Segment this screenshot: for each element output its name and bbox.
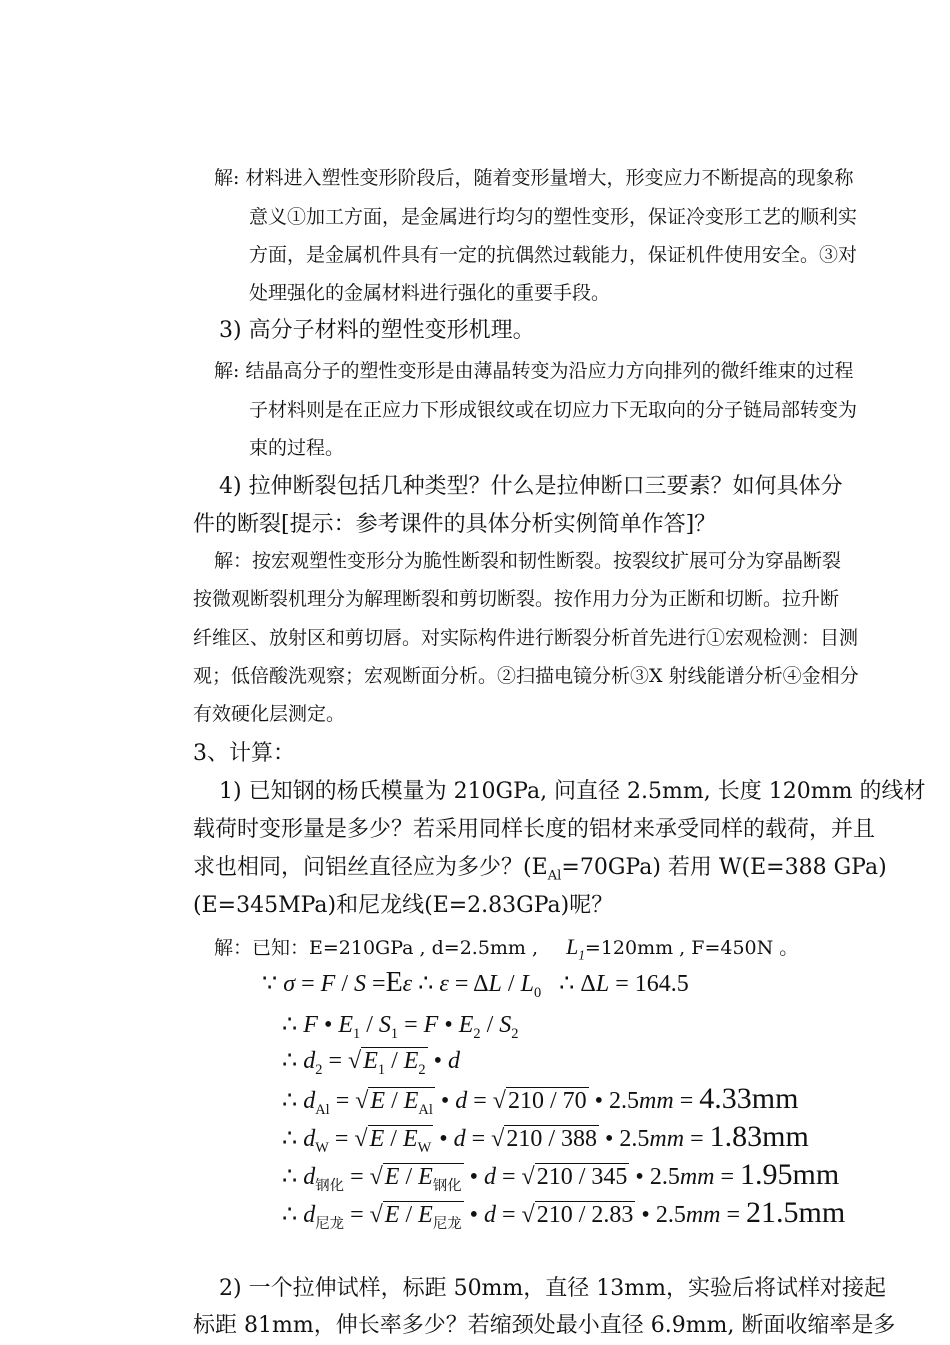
equation-3: ∴ $d_2 = √E_1 / E_2$ • d xyxy=(282,1048,461,1078)
answer-text: 处理强化的金属材料进行强化的重要手段。 xyxy=(249,282,611,304)
solution-given: 解：已知：E=210GPa , d=2.5mm , $L_1=120mm$ , F=450N 。 xyxy=(214,934,799,963)
equation-nl: ∴ $d_{尼龙} = √E / E_{尼龙}$ • d = √210 / 2.83 • 2.5mm = 21.5mm xyxy=(282,1196,846,1232)
calc-question-2-cont: 标距 81mm，伸长率多少？若缩颈处最小直径 6.9mm, 断面收缩率是多 xyxy=(193,1313,896,1338)
answer-text: 束的过程。 xyxy=(249,437,345,459)
answer-text: 按微观断裂机理分为解理断裂和剪切断裂。按作用力分为正断和切断。拉升断 xyxy=(193,588,840,610)
answer-text: 方面，是金属机件具有一定的抗偶然过载能力，保证机件使用安全。③对 xyxy=(249,244,858,266)
equation-al: ∴ $d_{Al} = √E / E_{Al}$ • d = √210 / 70 • 2.5mm = 4.33mm xyxy=(282,1082,799,1118)
section-heading: 3、计算： xyxy=(193,741,295,766)
calc-question-1-cont: (E=345MPa)和尼龙线(E=2.83GPa)呢？ xyxy=(193,893,614,918)
question-4-cont: 件的断裂[提示：参考课件的具体分析实例简单作答]？ xyxy=(193,512,717,537)
answer-text: 解: 结晶高分子的塑性变形是由薄晶转变为沿应力方向排列的微纤维束的过程 xyxy=(214,360,854,382)
question-4: 4) 拉伸断裂包括几种类型？什么是拉伸断口三要素？如何具体分 xyxy=(219,474,843,499)
answer-text: 解: 材料进入塑性变形阶段后，随着变形量增大，形变应力不断提高的现象称 xyxy=(214,167,854,189)
answer-text: 观；低倍酸洗观察；宏观断面分析。②扫描电镜分析③X 射线能谱分析④金相分 xyxy=(193,665,859,687)
equation-gh: ∴ $d_{钢化} = √E / E_{钢化}$ • d = √210 / 345 • 2.5mm = 1.95mm xyxy=(282,1158,840,1194)
answer-text: 子材料则是在正应力下形成银纹或在切应力下无取向的分子链局部转变为 xyxy=(249,399,858,421)
calc-question-1-cont: 载荷时变形量是多少？若采用同样长度的铝材来承受同样的载荷，并且 xyxy=(193,817,876,842)
calc-question-2: 2) 一个拉伸试样，标距 50mm，直径 13mm，实验后将试样对接起 xyxy=(219,1276,886,1301)
answer-text: 纤维区、放射区和剪切唇。对实际构件进行断裂分析首先进行①宏观检测：目测 xyxy=(193,627,859,649)
equation-w: ∴ $d_W = √E / E_W$ • d = √210 / 388 • 2.5mm = 1.83mm xyxy=(282,1120,809,1156)
calc-question-1-cont: 求也相同，问铝丝直径应为多少？$(E_{Al}=70GPa)$ 若用 W(E=388 GPa) xyxy=(193,855,887,884)
answer-text: 意义①加工方面，是金属进行均匀的塑性变形，保证冷变形工艺的顺利实 xyxy=(249,206,858,228)
calc-question-1: 1) 已知钢的杨氏模量为 210GPa, 问直径 2.5mm, 长度 120mm 的线材 xyxy=(219,779,926,804)
question-3: 3) 高分子材料的塑性变形机理。 xyxy=(219,318,535,343)
equation-1: ∵ σ = F / S =Eε ∴ $\varepsilon = \Delta L / L_0$ ∴ ΔL = 164.5 xyxy=(262,967,689,1001)
answer-text: 有效硬化层测定。 xyxy=(193,703,346,725)
answer-text: 解：按宏观塑性变形分为脆性断裂和韧性断裂。按裂纹扩展可分为穿晶断裂 xyxy=(214,550,842,572)
equation-2: ∴ F • $E_1 / S_1 = F$ • $E_2 / S_2$ xyxy=(282,1012,519,1042)
